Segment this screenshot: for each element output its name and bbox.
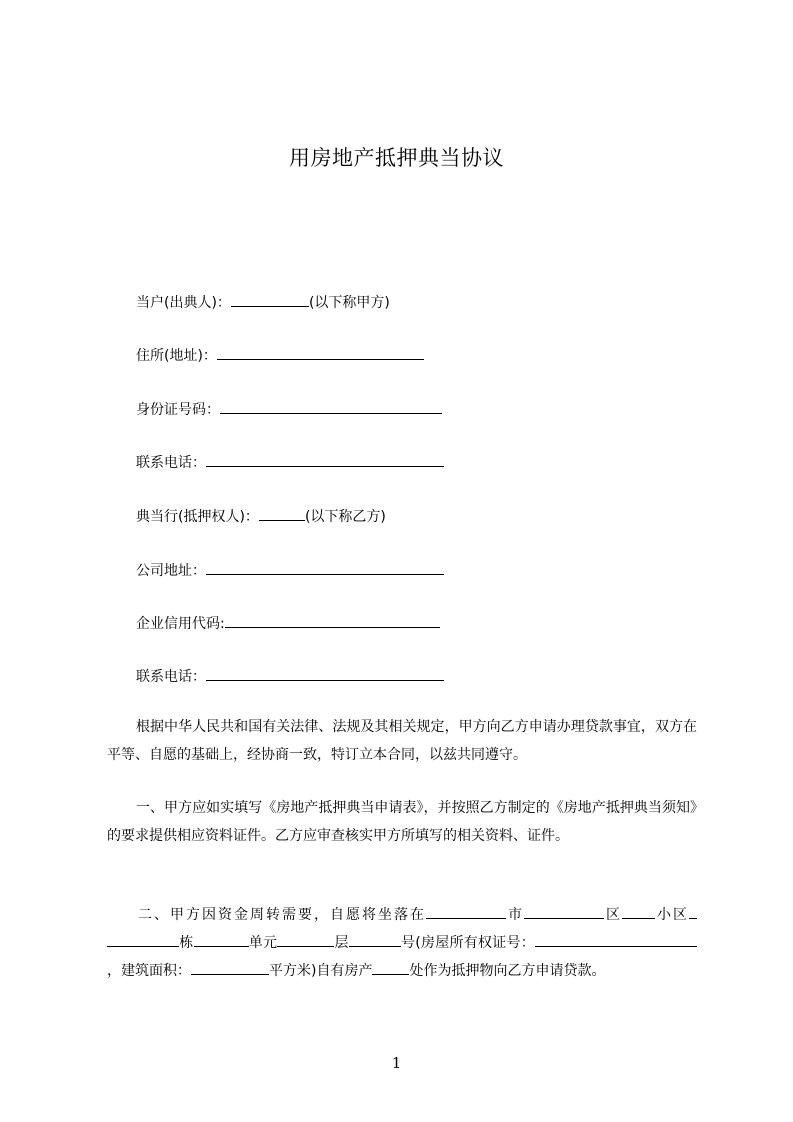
field-label: 当户(出典人)： [136,295,231,311]
clause-text: 小区 [655,907,689,923]
blank-area[interactable] [191,959,269,975]
field-label: 住所(地址)： [136,348,217,364]
blank-certificate-b[interactable] [665,931,697,947]
clause-text: 区 [604,907,622,923]
clause-text: 二、甲方因资金周转需要，自愿将坐落在 [136,907,426,923]
clause-2-paragraph [107,901,697,985]
blank-unit[interactable] [194,931,249,947]
blank-building-b[interactable] [107,931,179,947]
document-title: 用房地产抵押典当协议 [289,146,504,170]
blank-line[interactable] [259,505,305,521]
clause-text: 平方米)自有房产 [269,963,373,979]
field-phone-a [136,451,444,473]
clause-text: 号(房屋所有权证号： [400,935,536,951]
blank-district[interactable] [524,903,604,919]
field-label: 身份证号码： [136,402,220,418]
blank-line[interactable] [206,665,444,681]
blank-building-a[interactable] [689,903,697,919]
blank-line[interactable] [220,398,442,414]
blank-floor[interactable] [277,931,334,947]
blank-community[interactable] [622,903,655,919]
blank-line[interactable] [206,451,444,467]
clause-1-paragraph: 一、甲方应如实填写《房地产抵押典当申请表》，并按照乙方制定的《房地产抵押典当须知》的要求提供相应资料证件。乙方应审查核实甲方所填写的相关资料、证件。 [107,800,697,844]
blank-line[interactable] [231,291,309,307]
field-address [136,344,424,366]
clause-text: 层 [334,935,349,951]
clause-text: 栋 [179,935,194,951]
field-suffix: (以下称甲方) [308,295,390,311]
clause-text: 处作为抵押物向乙方申请贷款。 [409,963,606,979]
field-phone-b [136,665,444,687]
field-label: 公司地址： [136,563,206,579]
field-company-address [136,559,444,581]
field-label: 企业信用代码: [136,616,225,632]
blank-line[interactable] [225,612,440,628]
blank-line[interactable] [206,559,444,575]
blank-city[interactable] [426,903,506,919]
page-number: 1 [391,1054,402,1072]
field-id-number [136,398,442,420]
blank-line[interactable] [217,344,424,360]
clause-text: ，建筑面积： [107,963,191,979]
clause-text: 市 [506,907,524,923]
blank-room[interactable] [349,931,401,947]
field-pawnshop [136,505,386,527]
preamble-paragraph: 根据中华人民共和国有关法律、法规及其相关规定，甲方向乙方申请办理贷款事宜，双方在平等、自愿的基础上，经协商一致，特订立本合同，以兹共同遵守。 [107,719,697,763]
blank-certificate-a[interactable] [535,931,665,947]
field-label: 联系电话： [136,455,206,471]
field-suffix: (以下称乙方) [304,509,386,525]
field-label: 典当行(抵押权人)： [136,509,259,525]
field-label: 联系电话： [136,669,206,685]
field-credit-code [136,612,440,634]
field-pawner [136,291,390,313]
blank-property[interactable] [372,959,409,975]
clause-text: 单元 [248,935,278,951]
